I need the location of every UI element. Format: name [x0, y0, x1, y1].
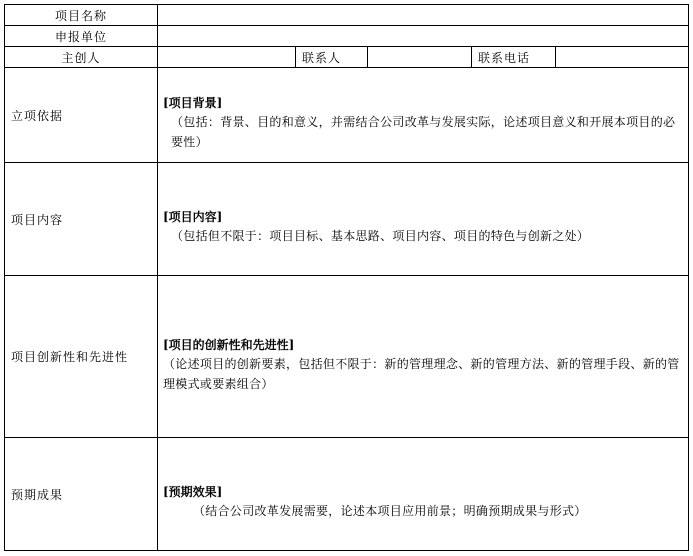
innovation-heading: [项目的创新性和先进性] [163, 337, 295, 352]
contact-phone-field[interactable] [556, 47, 689, 68]
project-content-heading: [项目内容] [163, 210, 223, 225]
applicant-unit-label: 申报单位 [5, 26, 158, 47]
project-content-content[interactable] [158, 162, 689, 276]
row-project-name [5, 5, 689, 26]
innovation-content[interactable] [158, 276, 689, 438]
creator-label: 主创人 [5, 47, 158, 68]
project-name-field[interactable] [158, 5, 689, 26]
project-basis-content[interactable] [158, 68, 689, 163]
contact-person-label: 联系人 [296, 47, 368, 68]
project-background-hint: （包括：背景、目的和意义，并需结合公司改革与发展实际，论述项目意义和开展本项目的必要性） [171, 115, 676, 150]
row-project-basis [5, 68, 689, 163]
project-basis-label: 立项依据 [5, 68, 158, 163]
application-form-table [4, 4, 689, 551]
expected-effect-heading: [预期效果] [163, 485, 223, 500]
applicant-unit-field[interactable] [158, 26, 689, 47]
contact-phone-label: 联系电话 [472, 47, 556, 68]
row-innovation [5, 276, 689, 438]
expected-results-label: 预期成果 [5, 438, 158, 551]
innovation-label: 项目创新性和先进性 [5, 276, 158, 438]
expected-effect-hint: （结合公司改革发展需要，论述本项目应用前景；明确预期成果与形式） [193, 504, 587, 519]
contact-person-field[interactable] [368, 47, 472, 68]
project-background-heading: [项目背景] [163, 96, 223, 111]
expected-results-content[interactable] [158, 438, 689, 551]
row-project-content [5, 162, 689, 276]
project-name-label: 项目名称 [5, 5, 158, 26]
row-applicant-unit [5, 26, 689, 47]
row-expected-results [5, 438, 689, 551]
row-creator-contact [5, 47, 689, 68]
innovation-hint: （论述项目的创新要素，包括但不限于：新的管理理念、新的管理方法、新的管理手段、新的管理模式或要素组合） [163, 356, 680, 391]
creator-field[interactable] [158, 47, 296, 68]
project-content-hint: （包括但不限于：项目目标、基本思路、项目内容、项目的特色与创新之处） [171, 229, 590, 244]
project-content-label: 项目内容 [5, 162, 158, 276]
